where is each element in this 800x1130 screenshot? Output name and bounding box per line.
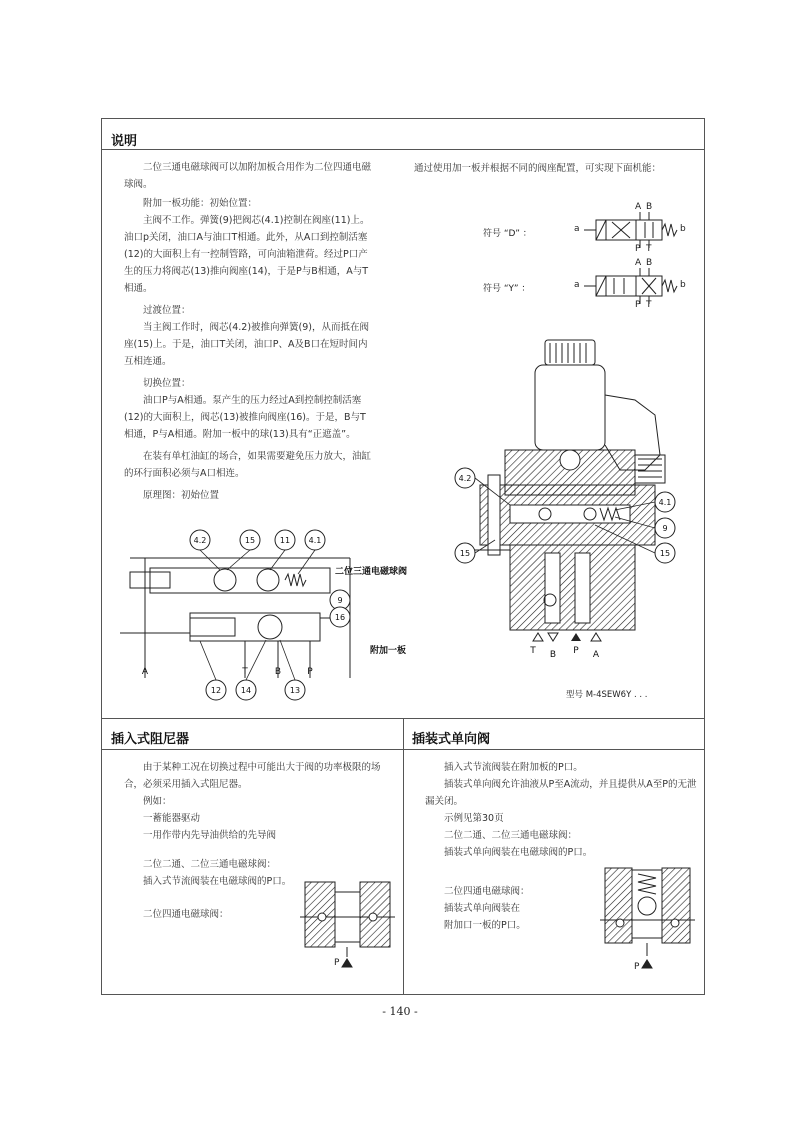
valve-cross-section <box>450 335 690 660</box>
sch-callout-13: 13 <box>289 686 301 695</box>
section-title-orifice: 插入式阻尼器 <box>111 732 190 747</box>
symbol-y-P: P <box>635 300 641 310</box>
symbol-y-A: A <box>635 258 642 268</box>
check-para-3: 二位二通、二位三通电磁球阀： <box>444 830 578 841</box>
orifice-para-4: 二位二通、二位三通电磁球阀： <box>143 859 277 870</box>
schematic-diagram <box>120 528 420 703</box>
cs-port-T: T <box>530 646 536 656</box>
cs-callout-15a: 15 <box>659 549 671 558</box>
check-para-7: 附加口一板的P口。 <box>444 920 526 931</box>
sch-callout-14: 14 <box>240 686 252 695</box>
sch-callout-4-2: 4.2 <box>193 536 207 545</box>
divider-lower-header <box>101 749 705 750</box>
para-intro: 二位三通电磁球阀可以加附加板合用作为二位四通电磁球阀。 <box>124 162 372 190</box>
symbol-y-label: 符号 “Y” ： <box>483 284 531 294</box>
symbol-d-P: P <box>635 244 641 254</box>
explanation-left-text <box>124 159 372 504</box>
cs-callout-4-1: 4.1 <box>658 498 672 507</box>
sch-callout-11: 11 <box>279 536 291 545</box>
valve-symbols <box>570 200 690 310</box>
sch-port-B: B <box>274 667 282 677</box>
cs-port-A: A <box>592 650 600 660</box>
cs-callout-9: 9 <box>662 524 668 533</box>
check-para-0: 插入式节流阀装在附加板的P口。 <box>444 762 583 773</box>
right-intro: 通过使用加一板并根据不同的阀座配置，可实现下面机能： <box>414 163 662 174</box>
para-transition: 当主阀工作时，阀芯(4.2)被推向弹簧(9)，从而抵在阀座(15)上。于是，油口T关闭，油口P、A及B口在短时间内互相连通。 <box>124 322 369 367</box>
sch-callout-16: 16 <box>334 613 346 622</box>
symbol-d-label: 符号 “D” ： <box>483 229 532 239</box>
para-switch-title: 切换位置： <box>143 378 191 389</box>
divider-top <box>101 149 705 150</box>
symbol-d-port-b: b <box>680 224 686 234</box>
symbol-d-B: B <box>646 202 653 212</box>
orifice-para-0: 由于某种工况在切换过程中可能出大于阀的功率极限的场合，必须采用插入式阻尼器。 <box>124 762 381 790</box>
check-para-2: 示例见第30页 <box>444 813 504 824</box>
sch-callout-9: 9 <box>337 596 343 605</box>
section-title-explanation: 说明 <box>111 134 138 149</box>
orifice-para-6: 二位四通电磁球阀： <box>143 909 229 920</box>
check-valve-drawing <box>600 858 695 973</box>
orifice-para-3: 一用作带内先导油供给的先导阀 <box>143 830 277 841</box>
check-para-6: 插装式单向阀装在 <box>444 903 521 914</box>
orifice-para-1: 例如： <box>143 796 172 807</box>
page-number: - 140 - <box>382 1005 418 1018</box>
symbol-d-T: T <box>646 244 652 254</box>
model-label: 型号 M-4SEW6Y . . . <box>566 690 648 700</box>
para-plate-function: 附加一板功能：初始位置： <box>143 198 258 209</box>
sch-callout-12: 12 <box>210 686 222 695</box>
para-schematic-title: 原理图：初始位置 <box>143 490 220 501</box>
sch-port-A: A <box>141 667 149 677</box>
cs-callout-4-2: 4.2 <box>458 474 472 483</box>
sch-port-P: P <box>307 667 313 677</box>
symbol-y-port-a: a <box>574 280 580 290</box>
para-cylinder: 在装有单杠油缸的场合，如果需要避免压力放大，油缸的环行面积必须与A口相连。 <box>124 451 372 479</box>
symbol-d-port-a: a <box>574 224 580 234</box>
sch-callout-4-1: 4.1 <box>308 536 322 545</box>
sch-callout-15: 15 <box>244 536 256 545</box>
divider-vertical <box>403 718 404 995</box>
check-para-5: 二位四通电磁球阀： <box>444 886 530 897</box>
check-para-4: 插装式单向阀装在电磁球阀的P口。 <box>444 847 593 858</box>
orifice-port-label: P <box>334 958 340 968</box>
schematic-label-plate: 附加一板 <box>370 646 407 656</box>
para-switch: 油口P与A相通。泵产生的压力经过A到控制控制活塞(12)的大面积上，阀芯(13)被推向阀座(16)。于是，B与T相通，P与A相通。附加一板中的球(13)具有“正遮盖”。 <box>124 395 366 440</box>
check-valve-port-label: P <box>634 962 640 972</box>
cs-port-B: B <box>549 650 557 660</box>
symbol-y-T: T <box>646 300 652 310</box>
orifice-drawing <box>300 872 395 972</box>
cs-port-P: P <box>573 646 579 656</box>
schematic-label-valve: 二位三通电磁球阀 <box>335 567 408 577</box>
symbol-d-A: A <box>635 202 642 212</box>
section-title-check-valve: 插装式单向阀 <box>412 732 491 747</box>
orifice-para-2: 一蓄能器驱动 <box>143 813 201 824</box>
symbol-y-B: B <box>646 258 653 268</box>
symbol-y-port-b: b <box>680 280 686 290</box>
check-para-1: 插装式单向阀允许油液从P至A流动，并且提供从A至P的无泄漏关闭。 <box>425 779 697 807</box>
para-transition-title: 过渡位置： <box>143 305 191 316</box>
orifice-para-5: 插入式节流阀装在电磁球阀的P口。 <box>143 876 292 887</box>
para-initial: 主阀不工作。弹簧(9)把阀芯(4.1)控制在阀座(11)上。油口p关闭，油口A与油口T相通。此外，从A口到控制活塞(12)的大面积上有一控制管路，可向油箱泄荷。经过P口产生的压力将阀芯(13)推向阀座(14)，于是P与B相通，A与T相通。 <box>124 215 370 294</box>
cs-callout-15b: 15 <box>459 549 471 558</box>
sch-port-T: T <box>242 667 248 677</box>
